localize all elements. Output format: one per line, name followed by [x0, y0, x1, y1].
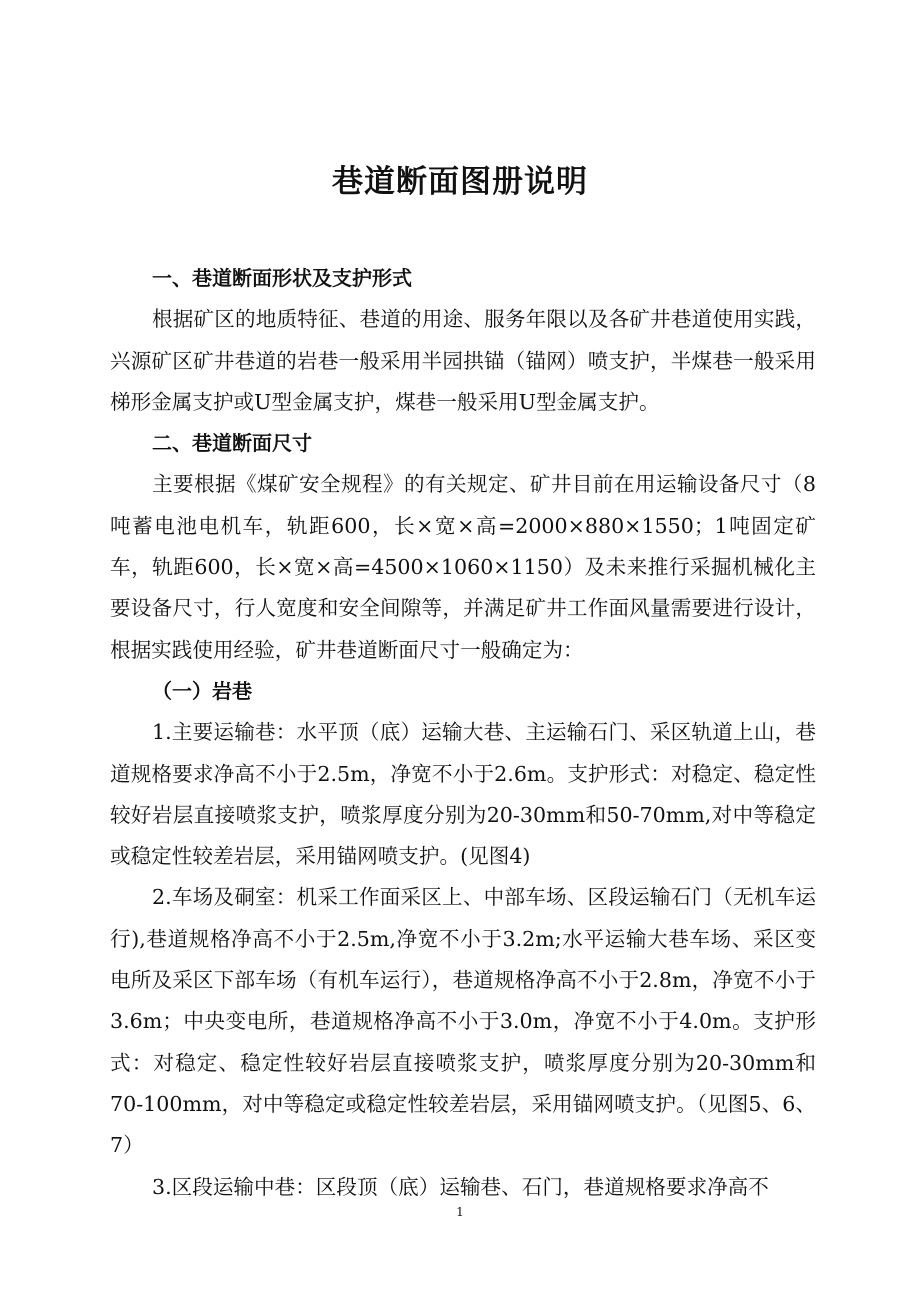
list-item-yards-chambers: 2.车场及硐室：机采工作面采区上、中部车场、区段运输石门（无机车运行),巷道规格净高不小于2.5m,净宽不小于3.2m;水平运输大巷车场、采区变电所及采区下部车场（有机车运行），巷道规格净高不小于2.8m，净宽不小于3.6m；中央变电所，巷道规格净高不小于3.0m，净宽不小于4.0m。支护形式：对稳定、稳定性较好岩层直接喷浆支护，喷浆厚度分别为20-30mm和70-100mm，对中等稳定或稳定性较差岩层，采用锚网喷支护。（见图5、6、7） — [110, 885, 816, 1158]
document-title: 巷道断面图册说明 — [332, 164, 588, 200]
section-paragraph-1: 根据矿区的地质特征、巷道的用途、服务年限以及各矿井巷道使用实践，兴源矿区矿井巷道的岩巷一般采用半园拱锚（锚网）喷支护，半煤巷一般采用梯形金属支护或U型金属支护，煤巷一般采用U型金属支护。 — [110, 307, 816, 414]
document-body — [110, 258, 816, 1208]
section-heading-2: 二、巷道断面尺寸 — [152, 431, 312, 456]
list-item-main-haulage: 1.主要运输巷：水平顶（底）运输大巷、主运输石门、采区轨道上山，巷道规格要求净高不小于2.5m，净宽不小于2.6m。支护形式：对稳定、稳定性较好岩层直接喷浆支护，喷浆厚度分别为20-30mm和50-70mm,对中等稳定或稳定性较差岩层，采用锚网喷支护。(见图4) — [110, 720, 816, 869]
page-number: 1 — [456, 1205, 464, 1219]
subsection-heading-rock-roadway: （一）岩巷 — [152, 678, 252, 703]
list-item-section-haulage: 3.区段运输中巷：区段顶（底）运输巷、石门，巷道规格要求净高不 — [152, 1174, 769, 1199]
section-heading-1: 一、巷道断面形状及支护形式 — [152, 266, 412, 290]
section-paragraph-2: 主要根据《煤矿安全规程》的有关规定、矿井目前在用运输设备尺寸（8吨蓄电池电机车，轨距600，长×宽×高=2000×880×1550；1吨固定矿车，轨距600，长×宽×高=4500×1060×1150）及未来推行采掘机械化主要设备尺寸，行人宽度和安全间隙等，并满足矿井工作面风量需要进行设计，根据实践使用经验，矿井巷道断面尺寸一般确定为： — [110, 472, 816, 662]
